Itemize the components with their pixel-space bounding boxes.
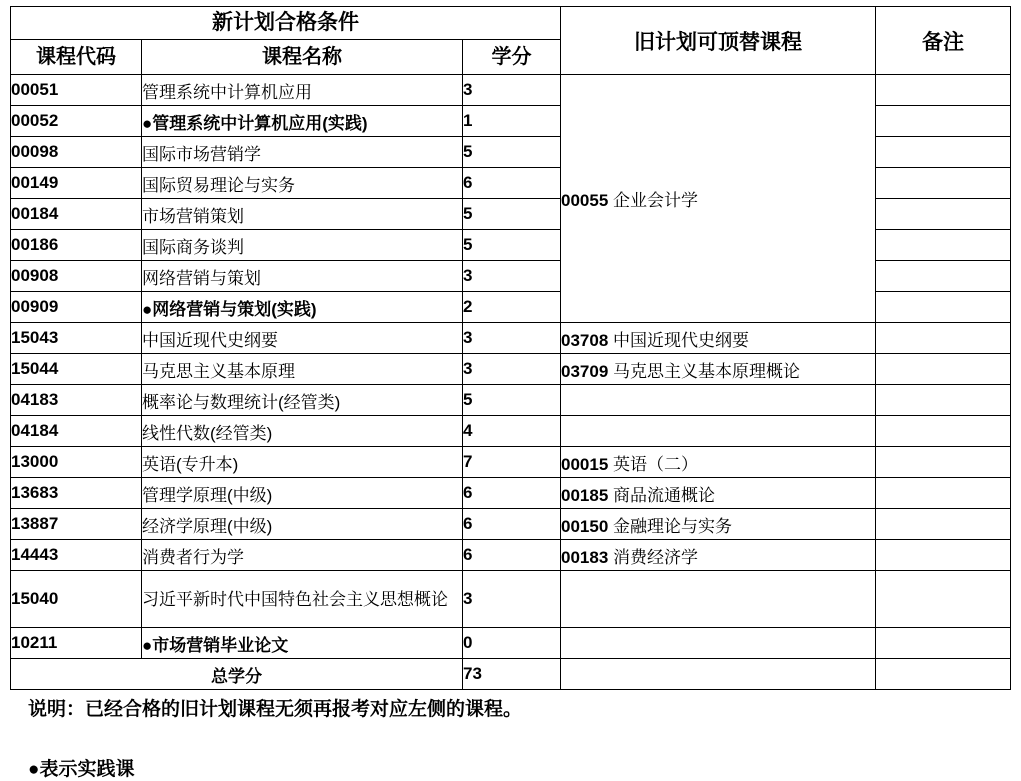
cell-note <box>876 292 1011 323</box>
cell-course-code: 10211 <box>11 628 142 659</box>
table-row <box>11 478 1011 509</box>
cell-course-name: 消费者行为学 <box>142 540 463 571</box>
cell-note <box>876 628 1011 659</box>
cell-old-course <box>561 447 876 478</box>
cell-credit: 6 <box>463 509 561 540</box>
old-course-title: 马克思主义基本原理概论 <box>613 361 801 381</box>
cell-note <box>876 659 1011 690</box>
cell-course-name: 国际市场营销学 <box>142 137 463 168</box>
cell-credit: 2 <box>463 292 561 323</box>
cell-note <box>876 106 1011 137</box>
cell-course-name: 概率论与数理统计(经管类) <box>142 385 463 416</box>
cell-course-code: 00098 <box>11 137 142 168</box>
cell-credit: 5 <box>463 385 561 416</box>
old-course-title: 消费经济学 <box>613 547 699 567</box>
cell-note <box>876 416 1011 447</box>
table-row <box>11 385 1011 416</box>
table-row <box>11 509 1011 540</box>
cell-old-course <box>561 659 876 690</box>
old-course-title: 企业会计学 <box>613 191 699 210</box>
cell-credit: 3 <box>463 354 561 385</box>
cell-course-name: ●网络营销与策划(实践) <box>142 292 463 323</box>
header-old-plan-course: 旧计划可顶替课程 <box>561 7 876 75</box>
cell-course-code: 00184 <box>11 199 142 230</box>
cell-credit: 5 <box>463 230 561 261</box>
cell-course-name: ●管理系统中计算机应用(实践) <box>142 106 463 137</box>
total-credit-label: 总学分 <box>11 659 463 690</box>
cell-course-code: 13000 <box>11 447 142 478</box>
cell-note <box>876 75 1011 106</box>
table-total-row <box>11 659 1011 690</box>
cell-note <box>876 261 1011 292</box>
cell-course-name: 国际商务谈判 <box>142 230 463 261</box>
cell-course-name: 线性代数(经管类) <box>142 416 463 447</box>
header-course-name: 课程名称 <box>142 40 463 75</box>
old-course-title: 商品流通概论 <box>613 485 716 505</box>
cell-old-course <box>561 509 876 540</box>
cell-old-course-merged <box>561 75 876 323</box>
cell-course-name: 管理学原理(中级) <box>142 478 463 509</box>
cell-course-name: 中国近现代史纲要 <box>142 323 463 354</box>
table-row <box>11 75 1011 106</box>
cell-course-name: 国际贸易理论与实务 <box>142 168 463 199</box>
table-row <box>11 571 1011 628</box>
cell-old-course <box>561 571 876 628</box>
cell-course-code: 15043 <box>11 323 142 354</box>
cell-note <box>876 478 1011 509</box>
cell-course-name: 市场营销策划 <box>142 199 463 230</box>
header-note: 备注 <box>876 7 1011 75</box>
cell-course-code: 15044 <box>11 354 142 385</box>
old-course-code: 03709 <box>561 361 609 381</box>
cell-note <box>876 354 1011 385</box>
cell-old-course <box>561 385 876 416</box>
cell-note <box>876 230 1011 261</box>
cell-course-code: 14443 <box>11 540 142 571</box>
cell-credit: 5 <box>463 199 561 230</box>
cell-course-name: 英语(专升本) <box>142 447 463 478</box>
cell-course-code: 00149 <box>11 168 142 199</box>
cell-course-name: 网络营销与策划 <box>142 261 463 292</box>
table-row <box>11 540 1011 571</box>
old-course-code: 03708 <box>561 330 609 350</box>
cell-note <box>876 137 1011 168</box>
table-row <box>11 323 1011 354</box>
footer-note-2: ●表示实践课 <box>28 759 135 780</box>
cell-credit: 6 <box>463 540 561 571</box>
cell-note <box>876 447 1011 478</box>
header-credit: 学分 <box>463 40 561 75</box>
cell-credit: 3 <box>463 261 561 292</box>
cell-course-code: 00909 <box>11 292 142 323</box>
cell-course-name: 经济学原理(中级) <box>142 509 463 540</box>
cell-credit: 5 <box>463 137 561 168</box>
cell-old-course <box>561 354 876 385</box>
cell-course-name: 管理系统中计算机应用 <box>142 75 463 106</box>
header-new-plan-group: 新计划合格条件 <box>11 7 561 40</box>
cell-credit: 0 <box>463 628 561 659</box>
cell-credit: 7 <box>463 447 561 478</box>
cell-course-code: 13683 <box>11 478 142 509</box>
cell-old-course <box>561 540 876 571</box>
cell-note <box>876 540 1011 571</box>
old-course-title: 中国近现代史纲要 <box>613 330 750 350</box>
course-comparison-table <box>10 6 1011 690</box>
table-header-group-row <box>11 7 1011 40</box>
cell-course-name: 习近平新时代中国特色社会主义思想概论 <box>142 571 463 628</box>
cell-credit: 6 <box>463 168 561 199</box>
cell-credit: 4 <box>463 416 561 447</box>
old-course-code: 00183 <box>561 547 609 567</box>
cell-credit: 3 <box>463 323 561 354</box>
cell-course-code: 04183 <box>11 385 142 416</box>
cell-credit: 3 <box>463 571 561 628</box>
cell-old-course <box>561 628 876 659</box>
old-course-title: 英语（二） <box>613 454 699 474</box>
cell-credit: 6 <box>463 478 561 509</box>
cell-course-code: 13887 <box>11 509 142 540</box>
old-course-code: 00015 <box>561 454 609 474</box>
cell-credit: 1 <box>463 106 561 137</box>
cell-old-course <box>561 416 876 447</box>
header-course-code: 课程代码 <box>11 40 142 75</box>
cell-note <box>876 509 1011 540</box>
old-course-code: 00185 <box>561 485 609 505</box>
cell-note <box>876 323 1011 354</box>
cell-note <box>876 385 1011 416</box>
cell-note <box>876 199 1011 230</box>
cell-course-code: 15040 <box>11 571 142 628</box>
table-row <box>11 447 1011 478</box>
cell-course-code: 00051 <box>11 75 142 106</box>
cell-course-code: 00908 <box>11 261 142 292</box>
cell-course-name: 马克思主义基本原理 <box>142 354 463 385</box>
total-credit-value: 73 <box>463 659 561 690</box>
cell-note <box>876 168 1011 199</box>
cell-course-code: 04184 <box>11 416 142 447</box>
old-course-code: 00150 <box>561 516 609 536</box>
table-row <box>11 416 1011 447</box>
old-course-code: 00055 <box>561 191 609 210</box>
table-row <box>11 354 1011 385</box>
cell-course-name: ●市场营销毕业论文 <box>142 628 463 659</box>
cell-course-code: 00186 <box>11 230 142 261</box>
cell-note <box>876 571 1011 628</box>
cell-old-course <box>561 478 876 509</box>
old-course-title: 金融理论与实务 <box>613 516 733 536</box>
cell-credit: 3 <box>463 75 561 106</box>
footer-note-1: 说明：已经合格的旧计划课程无须再报考对应左侧的课程。 <box>28 699 523 720</box>
cell-old-course <box>561 323 876 354</box>
table-row <box>11 628 1011 659</box>
cell-course-code: 00052 <box>11 106 142 137</box>
